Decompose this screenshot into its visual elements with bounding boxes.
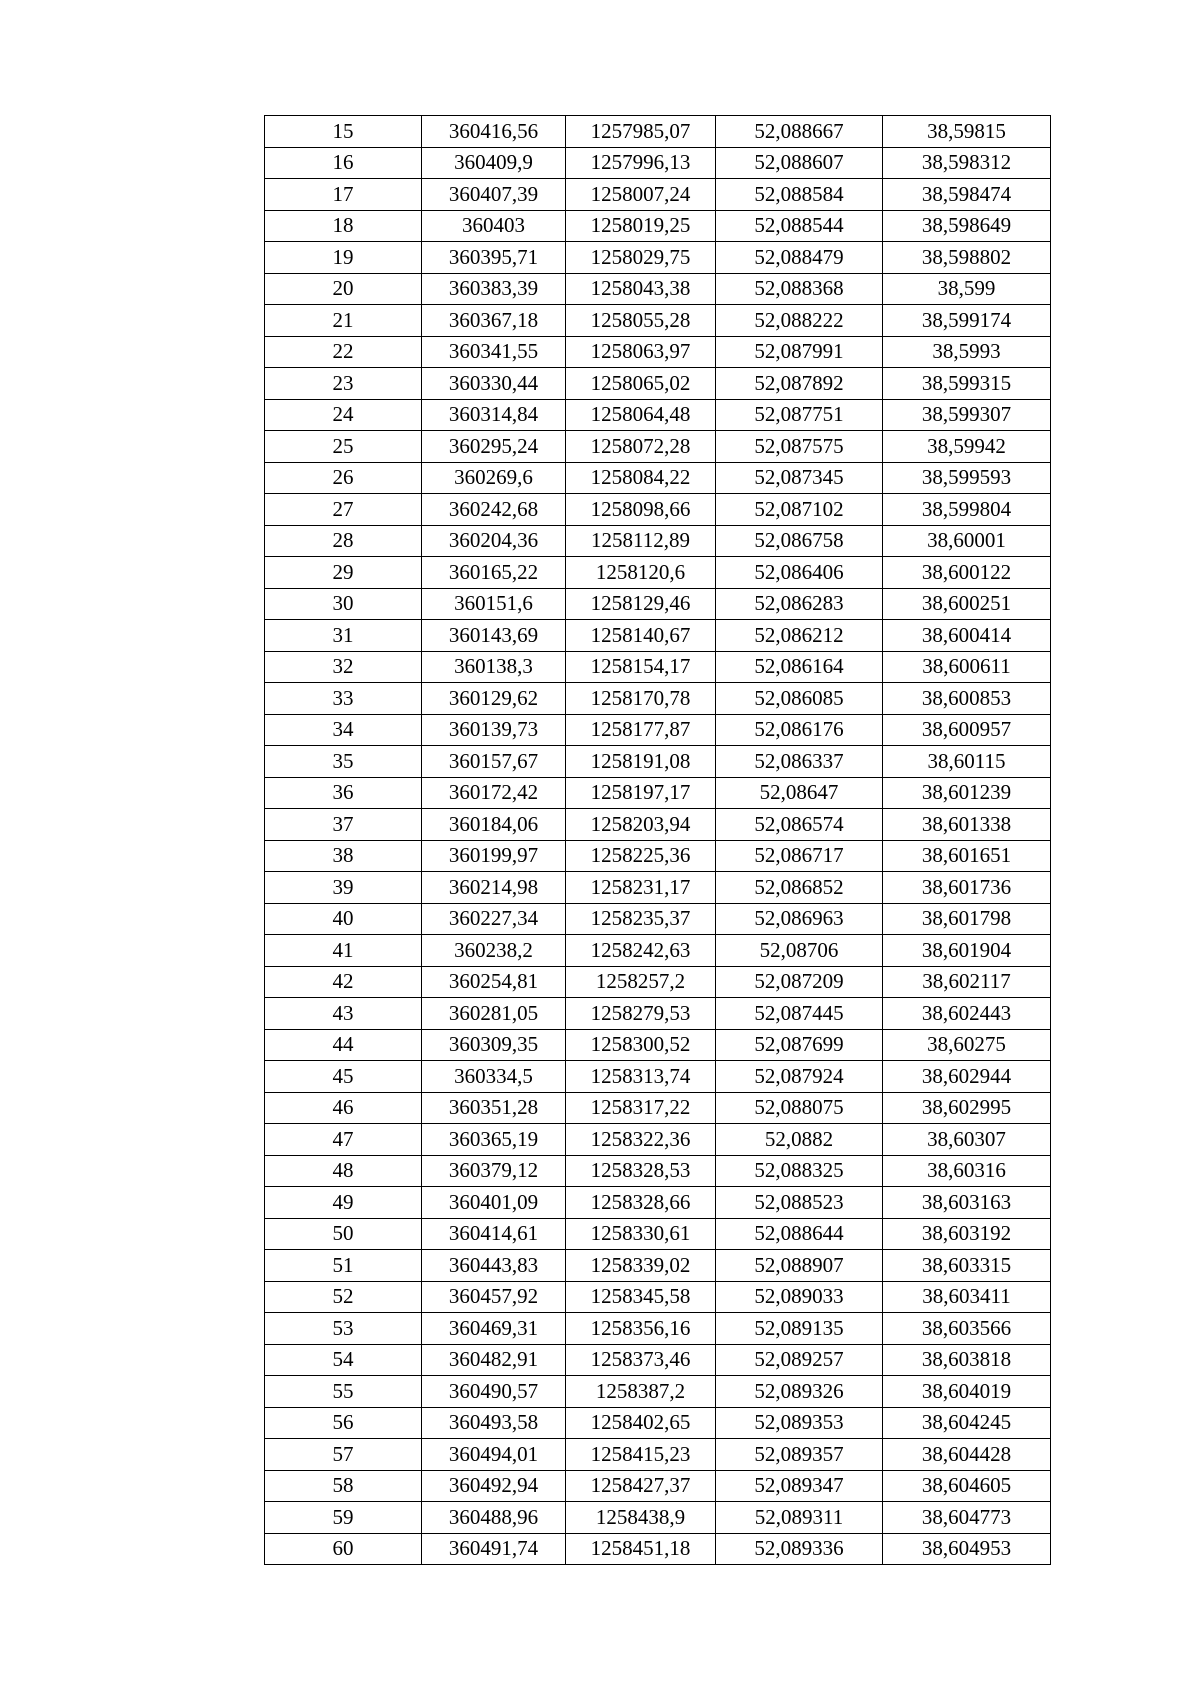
table-row [265, 1344, 1051, 1376]
point-number-cell: 20 [265, 273, 422, 305]
table-row [265, 1250, 1051, 1282]
table-row [265, 588, 1051, 620]
latitude-cell: 52,088607 [716, 147, 883, 179]
point-number-cell: 38 [265, 840, 422, 872]
point-number-cell: 46 [265, 1092, 422, 1124]
longitude-cell: 38,60316 [883, 1155, 1051, 1187]
y-coordinate-cell: 1258300,52 [566, 1029, 716, 1061]
table-row [265, 1092, 1051, 1124]
x-coordinate-cell: 360227,34 [422, 903, 566, 935]
y-coordinate-cell: 1258019,25 [566, 210, 716, 242]
latitude-cell: 52,088907 [716, 1250, 883, 1282]
longitude-cell: 38,604245 [883, 1407, 1051, 1439]
latitude-cell: 52,087699 [716, 1029, 883, 1061]
table-row [265, 242, 1051, 274]
y-coordinate-cell: 1258098,66 [566, 494, 716, 526]
latitude-cell: 52,086963 [716, 903, 883, 935]
longitude-cell: 38,601239 [883, 777, 1051, 809]
longitude-cell: 38,601904 [883, 935, 1051, 967]
table-row [265, 1533, 1051, 1565]
latitude-cell: 52,087345 [716, 462, 883, 494]
longitude-cell: 38,598802 [883, 242, 1051, 274]
x-coordinate-cell: 360309,35 [422, 1029, 566, 1061]
y-coordinate-cell: 1258373,46 [566, 1344, 716, 1376]
y-coordinate-cell: 1258322,36 [566, 1124, 716, 1156]
latitude-cell: 52,089357 [716, 1439, 883, 1471]
longitude-cell: 38,599174 [883, 305, 1051, 337]
latitude-cell: 52,087209 [716, 966, 883, 998]
x-coordinate-cell: 360407,39 [422, 179, 566, 211]
y-coordinate-cell: 1258154,17 [566, 651, 716, 683]
y-coordinate-cell: 1257985,07 [566, 116, 716, 148]
x-coordinate-cell: 360341,55 [422, 336, 566, 368]
longitude-cell: 38,603411 [883, 1281, 1051, 1313]
point-number-cell: 41 [265, 935, 422, 967]
y-coordinate-cell: 1258043,38 [566, 273, 716, 305]
point-number-cell: 55 [265, 1376, 422, 1408]
y-coordinate-cell: 1258064,48 [566, 399, 716, 431]
point-number-cell: 22 [265, 336, 422, 368]
table-row [265, 336, 1051, 368]
table-row [265, 620, 1051, 652]
y-coordinate-cell: 1258197,17 [566, 777, 716, 809]
longitude-cell: 38,601798 [883, 903, 1051, 935]
y-coordinate-cell: 1258072,28 [566, 431, 716, 463]
latitude-cell: 52,088644 [716, 1218, 883, 1250]
longitude-cell: 38,598312 [883, 147, 1051, 179]
longitude-cell: 38,604773 [883, 1502, 1051, 1534]
x-coordinate-cell: 360409,9 [422, 147, 566, 179]
longitude-cell: 38,604019 [883, 1376, 1051, 1408]
y-coordinate-cell: 1257996,13 [566, 147, 716, 179]
point-number-cell: 42 [265, 966, 422, 998]
latitude-cell: 52,088667 [716, 116, 883, 148]
x-coordinate-cell: 360269,6 [422, 462, 566, 494]
point-number-cell: 21 [265, 305, 422, 337]
x-coordinate-cell: 360414,61 [422, 1218, 566, 1250]
y-coordinate-cell: 1258242,63 [566, 935, 716, 967]
x-coordinate-cell: 360139,73 [422, 714, 566, 746]
table-row [265, 399, 1051, 431]
table-row [265, 368, 1051, 400]
table-row [265, 746, 1051, 778]
latitude-cell: 52,086176 [716, 714, 883, 746]
y-coordinate-cell: 1258328,53 [566, 1155, 716, 1187]
y-coordinate-cell: 1258317,22 [566, 1092, 716, 1124]
x-coordinate-cell: 360172,42 [422, 777, 566, 809]
table-row [265, 1218, 1051, 1250]
y-coordinate-cell: 1258065,02 [566, 368, 716, 400]
latitude-cell: 52,087102 [716, 494, 883, 526]
point-number-cell: 35 [265, 746, 422, 778]
longitude-cell: 38,599307 [883, 399, 1051, 431]
y-coordinate-cell: 1258055,28 [566, 305, 716, 337]
x-coordinate-cell: 360401,09 [422, 1187, 566, 1219]
x-coordinate-cell: 360199,97 [422, 840, 566, 872]
point-number-cell: 57 [265, 1439, 422, 1471]
y-coordinate-cell: 1258170,78 [566, 683, 716, 715]
longitude-cell: 38,601736 [883, 872, 1051, 904]
x-coordinate-cell: 360403 [422, 210, 566, 242]
x-coordinate-cell: 360214,98 [422, 872, 566, 904]
latitude-cell: 52,086717 [716, 840, 883, 872]
longitude-cell: 38,60001 [883, 525, 1051, 557]
longitude-cell: 38,599593 [883, 462, 1051, 494]
point-number-cell: 43 [265, 998, 422, 1030]
table-row [265, 1124, 1051, 1156]
latitude-cell: 52,086337 [716, 746, 883, 778]
longitude-cell: 38,598649 [883, 210, 1051, 242]
y-coordinate-cell: 1258330,61 [566, 1218, 716, 1250]
table-row [265, 1407, 1051, 1439]
table-row [265, 462, 1051, 494]
table-row [265, 210, 1051, 242]
table-row [265, 525, 1051, 557]
table-row [265, 1502, 1051, 1534]
longitude-cell: 38,603315 [883, 1250, 1051, 1282]
latitude-cell: 52,08706 [716, 935, 883, 967]
latitude-cell: 52,086758 [716, 525, 883, 557]
longitude-cell: 38,599804 [883, 494, 1051, 526]
y-coordinate-cell: 1258231,17 [566, 872, 716, 904]
longitude-cell: 38,604605 [883, 1470, 1051, 1502]
longitude-cell: 38,602995 [883, 1092, 1051, 1124]
latitude-cell: 52,089135 [716, 1313, 883, 1345]
y-coordinate-cell: 1258356,16 [566, 1313, 716, 1345]
table-row [265, 1061, 1051, 1093]
latitude-cell: 52,088523 [716, 1187, 883, 1219]
x-coordinate-cell: 360443,83 [422, 1250, 566, 1282]
point-number-cell: 31 [265, 620, 422, 652]
longitude-cell: 38,602443 [883, 998, 1051, 1030]
point-number-cell: 60 [265, 1533, 422, 1565]
y-coordinate-cell: 1258387,2 [566, 1376, 716, 1408]
x-coordinate-cell: 360238,2 [422, 935, 566, 967]
y-coordinate-cell: 1258029,75 [566, 242, 716, 274]
longitude-cell: 38,603192 [883, 1218, 1051, 1250]
x-coordinate-cell: 360395,71 [422, 242, 566, 274]
y-coordinate-cell: 1258120,6 [566, 557, 716, 589]
longitude-cell: 38,600853 [883, 683, 1051, 715]
point-number-cell: 51 [265, 1250, 422, 1282]
point-number-cell: 29 [265, 557, 422, 589]
x-coordinate-cell: 360491,74 [422, 1533, 566, 1565]
latitude-cell: 52,087892 [716, 368, 883, 400]
table-row [265, 1470, 1051, 1502]
table-row [265, 714, 1051, 746]
latitude-cell: 52,088222 [716, 305, 883, 337]
longitude-cell: 38,5993 [883, 336, 1051, 368]
point-number-cell: 18 [265, 210, 422, 242]
x-coordinate-cell: 360488,96 [422, 1502, 566, 1534]
y-coordinate-cell: 1258007,24 [566, 179, 716, 211]
longitude-cell: 38,602117 [883, 966, 1051, 998]
point-number-cell: 36 [265, 777, 422, 809]
y-coordinate-cell: 1258177,87 [566, 714, 716, 746]
table-row [265, 998, 1051, 1030]
point-number-cell: 26 [265, 462, 422, 494]
point-number-cell: 45 [265, 1061, 422, 1093]
point-number-cell: 16 [265, 147, 422, 179]
point-number-cell: 56 [265, 1407, 422, 1439]
point-number-cell: 44 [265, 1029, 422, 1061]
table-row [265, 147, 1051, 179]
latitude-cell: 52,086574 [716, 809, 883, 841]
latitude-cell: 52,086406 [716, 557, 883, 589]
y-coordinate-cell: 1258313,74 [566, 1061, 716, 1093]
table-row [265, 840, 1051, 872]
latitude-cell: 52,089336 [716, 1533, 883, 1565]
point-number-cell: 59 [265, 1502, 422, 1534]
x-coordinate-cell: 360281,05 [422, 998, 566, 1030]
latitude-cell: 52,087751 [716, 399, 883, 431]
table-row [265, 1439, 1051, 1471]
table-row [265, 1376, 1051, 1408]
table-row [265, 116, 1051, 148]
point-number-cell: 34 [265, 714, 422, 746]
point-number-cell: 30 [265, 588, 422, 620]
table-row [265, 935, 1051, 967]
latitude-cell: 52,086212 [716, 620, 883, 652]
longitude-cell: 38,600251 [883, 588, 1051, 620]
point-number-cell: 50 [265, 1218, 422, 1250]
y-coordinate-cell: 1258140,67 [566, 620, 716, 652]
latitude-cell: 52,08647 [716, 777, 883, 809]
table-row [265, 1155, 1051, 1187]
y-coordinate-cell: 1258063,97 [566, 336, 716, 368]
point-number-cell: 54 [265, 1344, 422, 1376]
y-coordinate-cell: 1258235,37 [566, 903, 716, 935]
y-coordinate-cell: 1258191,08 [566, 746, 716, 778]
point-number-cell: 27 [265, 494, 422, 526]
point-number-cell: 24 [265, 399, 422, 431]
y-coordinate-cell: 1258084,22 [566, 462, 716, 494]
x-coordinate-cell: 360151,6 [422, 588, 566, 620]
longitude-cell: 38,599 [883, 273, 1051, 305]
point-number-cell: 23 [265, 368, 422, 400]
y-coordinate-cell: 1258279,53 [566, 998, 716, 1030]
y-coordinate-cell: 1258257,2 [566, 966, 716, 998]
y-coordinate-cell: 1258129,46 [566, 588, 716, 620]
latitude-cell: 52,087924 [716, 1061, 883, 1093]
latitude-cell: 52,088368 [716, 273, 883, 305]
latitude-cell: 52,089033 [716, 1281, 883, 1313]
table-row [265, 179, 1051, 211]
table-row [265, 651, 1051, 683]
x-coordinate-cell: 360457,92 [422, 1281, 566, 1313]
longitude-cell: 38,599315 [883, 368, 1051, 400]
point-number-cell: 58 [265, 1470, 422, 1502]
point-number-cell: 17 [265, 179, 422, 211]
latitude-cell: 52,089347 [716, 1470, 883, 1502]
y-coordinate-cell: 1258415,23 [566, 1439, 716, 1471]
latitude-cell: 52,088584 [716, 179, 883, 211]
longitude-cell: 38,598474 [883, 179, 1051, 211]
latitude-cell: 52,088325 [716, 1155, 883, 1187]
longitude-cell: 38,603818 [883, 1344, 1051, 1376]
y-coordinate-cell: 1258427,37 [566, 1470, 716, 1502]
x-coordinate-cell: 360367,18 [422, 305, 566, 337]
table-row [265, 273, 1051, 305]
latitude-cell: 52,086164 [716, 651, 883, 683]
table-row [265, 1187, 1051, 1219]
longitude-cell: 38,60275 [883, 1029, 1051, 1061]
latitude-cell: 52,086283 [716, 588, 883, 620]
latitude-cell: 52,089257 [716, 1344, 883, 1376]
table-row [265, 1313, 1051, 1345]
longitude-cell: 38,60307 [883, 1124, 1051, 1156]
longitude-cell: 38,604428 [883, 1439, 1051, 1471]
longitude-cell: 38,601338 [883, 809, 1051, 841]
x-coordinate-cell: 360492,94 [422, 1470, 566, 1502]
x-coordinate-cell: 360494,01 [422, 1439, 566, 1471]
point-number-cell: 52 [265, 1281, 422, 1313]
x-coordinate-cell: 360383,39 [422, 273, 566, 305]
longitude-cell: 38,60115 [883, 746, 1051, 778]
point-number-cell: 40 [265, 903, 422, 935]
x-coordinate-cell: 360365,19 [422, 1124, 566, 1156]
longitude-cell: 38,600122 [883, 557, 1051, 589]
latitude-cell: 52,088479 [716, 242, 883, 274]
point-number-cell: 19 [265, 242, 422, 274]
table-row [265, 557, 1051, 589]
x-coordinate-cell: 360416,56 [422, 116, 566, 148]
x-coordinate-cell: 360314,84 [422, 399, 566, 431]
point-number-cell: 48 [265, 1155, 422, 1187]
point-number-cell: 15 [265, 116, 422, 148]
latitude-cell: 52,086852 [716, 872, 883, 904]
x-coordinate-cell: 360295,24 [422, 431, 566, 463]
latitude-cell: 52,086085 [716, 683, 883, 715]
x-coordinate-cell: 360184,06 [422, 809, 566, 841]
latitude-cell: 52,089311 [716, 1502, 883, 1534]
latitude-cell: 52,087445 [716, 998, 883, 1030]
table-row [265, 683, 1051, 715]
y-coordinate-cell: 1258402,65 [566, 1407, 716, 1439]
table-row [265, 872, 1051, 904]
x-coordinate-cell: 360204,36 [422, 525, 566, 557]
longitude-cell: 38,602944 [883, 1061, 1051, 1093]
latitude-cell: 52,088075 [716, 1092, 883, 1124]
point-number-cell: 37 [265, 809, 422, 841]
x-coordinate-cell: 360469,31 [422, 1313, 566, 1345]
latitude-cell: 52,089353 [716, 1407, 883, 1439]
x-coordinate-cell: 360334,5 [422, 1061, 566, 1093]
y-coordinate-cell: 1258339,02 [566, 1250, 716, 1282]
x-coordinate-cell: 360379,12 [422, 1155, 566, 1187]
point-number-cell: 49 [265, 1187, 422, 1219]
table-row [265, 305, 1051, 337]
table-row [265, 903, 1051, 935]
point-number-cell: 33 [265, 683, 422, 715]
table-row [265, 494, 1051, 526]
x-coordinate-cell: 360254,81 [422, 966, 566, 998]
point-number-cell: 53 [265, 1313, 422, 1345]
latitude-cell: 52,089326 [716, 1376, 883, 1408]
x-coordinate-cell: 360493,58 [422, 1407, 566, 1439]
table-row [265, 1281, 1051, 1313]
table-row [265, 777, 1051, 809]
x-coordinate-cell: 360129,62 [422, 683, 566, 715]
table-row [265, 431, 1051, 463]
longitude-cell: 38,59942 [883, 431, 1051, 463]
longitude-cell: 38,603163 [883, 1187, 1051, 1219]
y-coordinate-cell: 1258112,89 [566, 525, 716, 557]
table-row [265, 1029, 1051, 1061]
point-number-cell: 25 [265, 431, 422, 463]
y-coordinate-cell: 1258438,9 [566, 1502, 716, 1534]
x-coordinate-cell: 360165,22 [422, 557, 566, 589]
longitude-cell: 38,600611 [883, 651, 1051, 683]
x-coordinate-cell: 360242,68 [422, 494, 566, 526]
point-number-cell: 28 [265, 525, 422, 557]
x-coordinate-cell: 360330,44 [422, 368, 566, 400]
latitude-cell: 52,087991 [716, 336, 883, 368]
latitude-cell: 52,0882 [716, 1124, 883, 1156]
longitude-cell: 38,59815 [883, 116, 1051, 148]
point-number-cell: 47 [265, 1124, 422, 1156]
longitude-cell: 38,603566 [883, 1313, 1051, 1345]
table-row [265, 809, 1051, 841]
point-number-cell: 39 [265, 872, 422, 904]
longitude-cell: 38,604953 [883, 1533, 1051, 1565]
x-coordinate-cell: 360143,69 [422, 620, 566, 652]
point-number-cell: 32 [265, 651, 422, 683]
y-coordinate-cell: 1258203,94 [566, 809, 716, 841]
table-row [265, 966, 1051, 998]
coordinates-table [264, 115, 1051, 1565]
x-coordinate-cell: 360157,67 [422, 746, 566, 778]
x-coordinate-cell: 360490,57 [422, 1376, 566, 1408]
x-coordinate-cell: 360138,3 [422, 651, 566, 683]
longitude-cell: 38,600957 [883, 714, 1051, 746]
y-coordinate-cell: 1258345,58 [566, 1281, 716, 1313]
y-coordinate-cell: 1258328,66 [566, 1187, 716, 1219]
longitude-cell: 38,600414 [883, 620, 1051, 652]
latitude-cell: 52,087575 [716, 431, 883, 463]
coordinates-table-body [265, 116, 1051, 1565]
y-coordinate-cell: 1258451,18 [566, 1533, 716, 1565]
y-coordinate-cell: 1258225,36 [566, 840, 716, 872]
x-coordinate-cell: 360351,28 [422, 1092, 566, 1124]
x-coordinate-cell: 360482,91 [422, 1344, 566, 1376]
latitude-cell: 52,088544 [716, 210, 883, 242]
longitude-cell: 38,601651 [883, 840, 1051, 872]
